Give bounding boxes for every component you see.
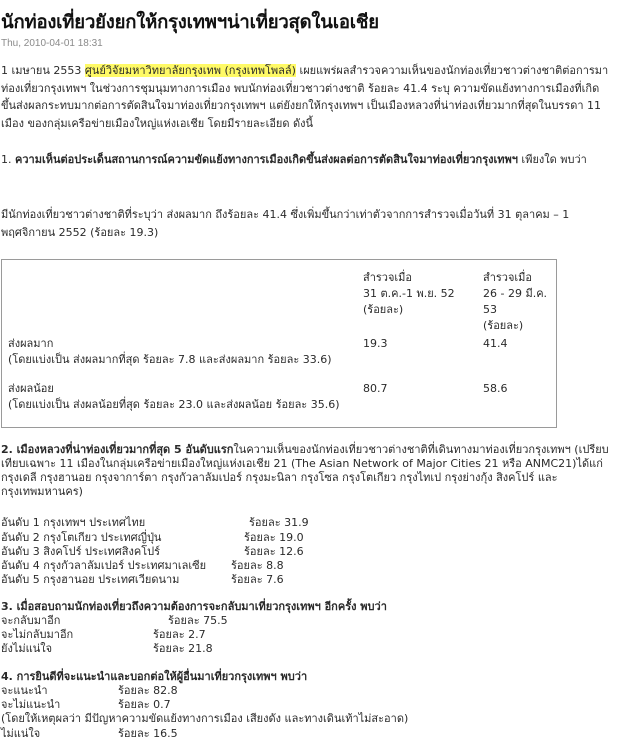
list-item: จะกลับมาอีก ร้อยละ 75.5	[1, 614, 228, 627]
row-label: ส่งผลน้อย	[8, 382, 54, 395]
source-highlight: ศูนย์วิจัยมหาวิทยาลัยกรุงเทพ (กรุงเทพโพลล์)	[84, 64, 296, 77]
rank-item: อันดับ 5 กรุงฮานอย ประเทศเวียดนาม ร้อยละ 7.6	[1, 573, 284, 586]
table-row	[2, 334, 557, 381]
rank-item: อันดับ 4 กรุงกัวลาลัมเปอร์ ประเทศมาเลเซีย ร้อยละ 8.8	[1, 559, 284, 572]
rank-item: อันดับ 2 กรุงโตเกียว ประเทศญี่ปุ่น ร้อยละ 19.0	[1, 531, 304, 544]
header-survey-2553: สำรวจเมื่อ 26 - 29 มี.ค. 53 (ร้อยละ)	[483, 271, 548, 332]
list-item: จะไม่กลับมาอีก ร้อยละ 2.7	[1, 628, 206, 641]
list-item: ยังไม่แน่ใจ ร้อยละ 21.8	[1, 642, 213, 655]
section-1-summary: มีนักท่องเที่ยวชาวต่างชาติที่ระบุว่า ส่งผลมาก ถึงร้อยละ 41.4 ซึ่งเพิ่มขึ้นกว่าเท่าตัวจากการสำรวจเมื่อวันที่ 31 ตุลาคม – 1 พฤศจิกายน 2552 (ร้อยละ 19.3)	[1, 208, 570, 239]
row-label: ส่งผลมาก	[8, 337, 54, 350]
table-header-row	[2, 260, 557, 335]
intro-paragraph	[1, 62, 613, 132]
list-item: ไม่แน่ใจ ร้อยละ 16.5	[1, 727, 178, 740]
reason-note: (โดยให้เหตุผลว่า มีปัญหาความขัดแย้งทางการเมือง เสียงดัง และทางเดินเท้าไม่สะอาด)	[1, 712, 409, 725]
section-2-heading-tail: ในความเห็นของนักท่องเที่ยวชาวต่างชาติที่เดินทางมาท่องเที่ยวกรุงเทพฯ (เปรียบเทียบเฉพาะ 11 เมืองในกลุ่มเครือข่ายเมืองใหญ่แห่งเอเชีย 21 (The Asian Network of Major Cities 21 หรือ ANMC21)ได้แก่ กรุงเดลี กรุงฮานอย กรุงจาการ์ตา กรุงกัวลาลัมเปอร์ กรุงมะนิลา กรุงโซล กรุงโตเกียว กรุงไทเป กรุงย่างกุ้ง สิงคโปร์ และกรุงเทพมหานคร)	[1, 443, 609, 498]
list-item: จะไม่แนะนำ ร้อยละ 0.7	[1, 698, 171, 711]
row-value-2553: 41.4	[483, 337, 508, 350]
article-title: นักท่องเที่ยวยังยกให้กรุงเทพฯน่าเที่ยวสุดในเอเชีย	[1, 12, 379, 33]
row-value-2553: 58.6	[483, 382, 508, 395]
rank-item: อันดับ 1 กรุงเทพฯ ประเทศไทย ร้อยละ 31.9	[1, 516, 309, 529]
section-3-heading: 3. เมื่อสอบถามนักท่องเที่ยวถึงความต้องการจะกลับมาเที่ยวกรุงเทพฯ อีกครั้ง พบว่า	[1, 600, 387, 613]
intro-text-start: 1 เมษายน 2553	[1, 64, 85, 77]
section-2-heading	[1, 443, 617, 499]
row-value-2552: 19.3	[363, 337, 388, 350]
row-sub-label: (โดยแบ่งเป็น ส่งผลมากที่สุด ร้อยละ 7.8 และส่งผลมาก ร้อยละ 33.6)	[8, 353, 332, 366]
section-1-heading-tail: เพียงใด พบว่า	[517, 153, 587, 166]
header-survey-2552: สำรวจเมื่อ 31 ต.ค.-1 พ.ย. 52 (ร้อยละ)	[363, 271, 455, 316]
list-item: จะแนะนำ ร้อยละ 82.8	[1, 684, 178, 697]
post-date: Thu, 2010-04-01 18:31	[1, 38, 103, 49]
row-value-2552: 80.7	[363, 382, 388, 395]
rank-item: อันดับ 3 สิงคโปร์ ประเทศสิงคโปร์ ร้อยละ 12.6	[1, 545, 304, 558]
section-4-heading: 4. การยินดีที่จะแนะนำและบอกต่อให้ผู้อื่นมาเที่ยวกรุงเทพฯ พบว่า	[1, 670, 308, 683]
survey-comparison-table	[1, 259, 557, 428]
table-row	[2, 381, 557, 427]
row-sub-label: (โดยแบ่งเป็น ส่งผลน้อยที่สุด ร้อยละ 23.0 และส่งผลน้อย ร้อยละ 35.6)	[8, 398, 340, 411]
intro-text-rest: เผยแพร่ผลสำรวจความเห็นของนักท่องเที่ยวชาวต่างชาติต่อการมาท่องเที่ยวกรุงเทพฯ ในช่วงการชุมนุมทางการเมือง พบนักท่องเที่ยวชาวต่างชาติ ร้อยละ 41.4 ระบุ ความขัดแย้งทางการเมืองที่เกิดขึ้นส่งผลกระทบมากต่อการตัดสินใจมาท่องเที่ยวกรุงเทพฯ แต่ยังยกให้กรุงเทพฯ เป็นเมืองหลวงที่น่าท่องเที่ยวมากที่สุดในบรรดา 11 เมือง ของกลุ่มเครือข่ายเมืองใหญ่แห่งเอเชีย โดยมีรายละเอียด ดังนี้	[1, 64, 609, 130]
section-1-heading-bold: ความเห็นต่อประเด็นสถานการณ์ความขัดแย้งทางการเมืองเกิดขึ้นส่งผลต่อการตัดสินใจมาท่องเที่ยวกรุงเทพฯ	[15, 153, 518, 166]
section-2-heading-bold: 2. เมืองหลวงที่น่าท่องเที่ยวมากที่สุด 5 อันดับแรก	[1, 443, 234, 456]
section-1-heading: 1. ความเห็นต่อประเด็นสถานการณ์ความขัดแย้งทางการเมืองเกิดขึ้นส่งผลต่อการตัดสินใจมาท่องเที่ยวกรุงเทพฯ เพียงใด พบว่า	[1, 153, 587, 166]
